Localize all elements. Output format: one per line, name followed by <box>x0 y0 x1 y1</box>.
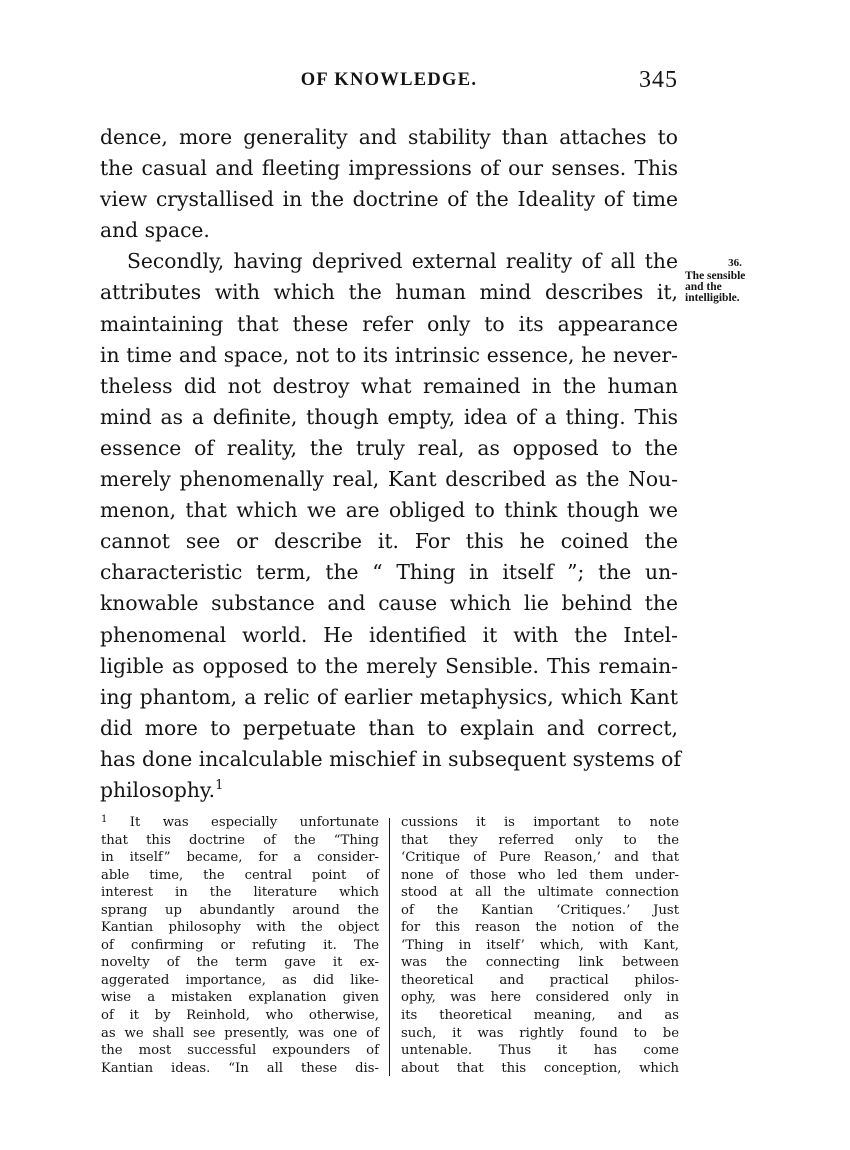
marginal-line: intelligible. <box>685 292 740 304</box>
footnote-column-divider <box>389 818 390 1076</box>
section-number: 36. <box>728 257 742 269</box>
footnote-line: that this doctrine of the “Thing <box>101 832 379 848</box>
body-line: ligible as opposed to the merely Sensible. This remain- <box>100 653 678 678</box>
body-line: merely phenomenally real, Kant described as the Nou- <box>100 467 678 492</box>
footnote-line: theoretical and practical philos- <box>401 972 679 988</box>
footnote-line: of confirming or refuting it. The <box>101 937 379 953</box>
body-line: philosophy. <box>100 777 216 802</box>
paragraph-first-line: Secondly, having deprived external reality of all the <box>127 249 678 274</box>
footnote-line: none of those who led them under- <box>401 867 679 883</box>
footnote-column-right <box>401 814 679 1077</box>
body-line: cannot see or describe it. For this he coined the <box>100 529 678 554</box>
footnote-line: was the connecting link between <box>401 955 679 971</box>
marginal-note <box>685 258 785 304</box>
body-line: essence of reality, the truly real, as opposed to the <box>100 435 678 460</box>
footnote-reference[interactable]: 1 <box>215 777 224 793</box>
running-title: OF KNOWLEDGE. <box>300 70 478 90</box>
footnote-line: for this reason the notion of the <box>401 920 679 936</box>
footnote-line: sprang up abundantly around the <box>101 902 379 918</box>
body-line: the casual and fleeting impressions of our senses. This <box>100 156 678 181</box>
footnote-line: Kantian philosophy with the object <box>101 920 379 936</box>
footnote-line: It was especially unfortunate <box>129 815 379 830</box>
body-line: in time and space, not to its intrinsic essence, he never- <box>100 342 678 367</box>
body-line: view crystallised in the doctrine of the Ideality of time <box>100 187 678 212</box>
body-line: phenomenal world. He identified it with the Intel- <box>100 622 678 647</box>
body-line: menon, that which we are obliged to think though we <box>100 498 678 523</box>
footnote-marker: 1 <box>101 814 108 825</box>
footnote-line: the most successful expounders of <box>101 1043 379 1059</box>
footnote-line: aggerated importance, as did like- <box>101 972 379 988</box>
footnote-line: untenable. Thus it has come <box>401 1043 679 1059</box>
footnote-line: wise a mistaken explanation given <box>101 990 379 1006</box>
footnote-line: in itself” became, for a consider- <box>101 850 379 866</box>
body-line: did more to perpetuate than to explain and correct, <box>100 715 678 740</box>
body-line: and space. <box>100 218 210 243</box>
body-line: theless did not destroy what remained in the human <box>100 373 678 398</box>
footnote-line: such, it was rightly found to be <box>401 1025 679 1041</box>
footnote-line: ‘Thing in itself’ which, with Kant, <box>401 937 679 953</box>
body-line: has done incalculable mischief in subsequent systems of <box>100 746 681 771</box>
footnote-column-left <box>101 814 379 1077</box>
footnote-line: interest in the literature which <box>101 885 379 901</box>
footnote-line: of the Kantian ‘Critiques.’ Just <box>401 902 679 918</box>
footnote-line: stood at all the ultimate connection <box>401 885 679 901</box>
page-number: 345 <box>639 67 678 93</box>
body-line: knowable substance and cause which lie behind the <box>100 591 678 616</box>
body-line: attributes with which the human mind describes it, <box>100 280 678 305</box>
footnote-line: able time, the central point of <box>101 867 379 883</box>
running-head <box>100 67 678 100</box>
footnote-first-line <box>101 814 379 832</box>
body-line: ing phantom, a relic of earlier metaphysics, which Kant <box>100 684 678 709</box>
body-last-line <box>100 775 678 806</box>
footnote-line: Kantian ideas. “In all these dis- <box>101 1060 379 1076</box>
footnote-line: about that this conception, which <box>401 1060 679 1076</box>
footnote-line: cussions it is important to note <box>401 815 679 830</box>
marginal-line: and the <box>685 281 722 293</box>
footnote-line: ‘Critique of Pure Reason,’ and that <box>401 850 679 866</box>
footnote-line: of it by Reinhold, who otherwise, <box>101 1008 379 1024</box>
body-line: maintaining that these refer only to its appearance <box>100 311 678 336</box>
footnote-line: ophy, was here considered only in <box>401 990 679 1006</box>
footnote-line: its theoretical meaning, and as <box>401 1008 679 1024</box>
body-line: mind as a definite, though empty, idea of a thing. This <box>100 404 678 429</box>
body-line: dence, more generality and stability than attaches to <box>100 125 678 149</box>
marginal-line: The sensible <box>685 270 746 282</box>
footnote-line: novelty of the term gave it ex- <box>101 955 379 971</box>
footnote-line: that they referred only to the <box>401 832 679 848</box>
body-text <box>100 122 681 806</box>
footnote-line: as we shall see presently, was one of <box>101 1025 379 1041</box>
body-line: characteristic term, the “ Thing in itself ”; the un- <box>100 560 678 585</box>
